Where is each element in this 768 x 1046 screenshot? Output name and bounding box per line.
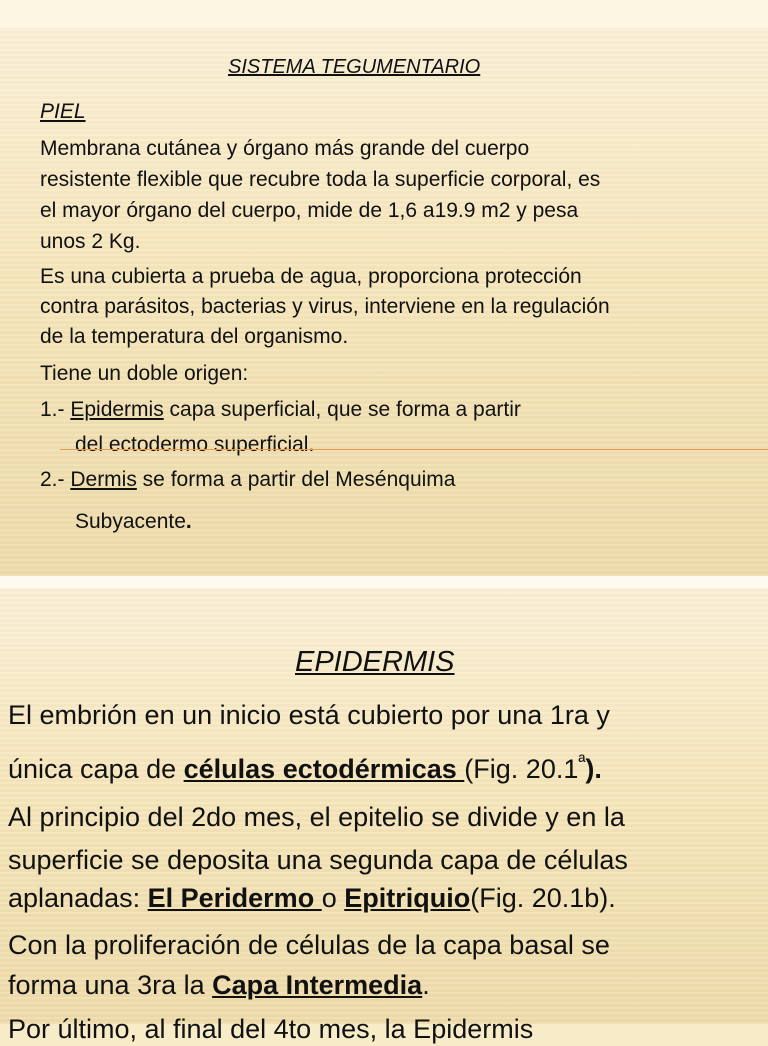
list-item-continuation	[75, 506, 192, 537]
slide-epidermis	[0, 588, 768, 1044]
text-run: aplanadas:	[8, 883, 148, 913]
paragraph-line	[8, 752, 602, 786]
paragraph-line: superficie se deposita una segunda capa de células	[8, 845, 628, 875]
paragraph-line	[8, 968, 430, 1002]
paragraph-line: Al principio del 2do mes, el epitelio se divide y en la	[8, 802, 625, 832]
text-run: única capa de	[8, 754, 184, 784]
page-top-margin	[0, 0, 768, 28]
origin-intro: Tiene un doble origen:	[40, 362, 249, 385]
paragraph-line: el mayor órgano del cuerpo, mide de 1,6 a19.9 m2 y pesa	[40, 199, 579, 222]
list-text: se forma a partir del Mesénquima	[136, 468, 456, 491]
list-item-epidermis	[40, 394, 521, 425]
paragraph-line: Con la proliferación de células de la capa basal se	[8, 930, 610, 960]
list-item-dermis	[40, 464, 455, 495]
section-heading-piel: PIEL	[40, 100, 86, 123]
text-run: (Fig. 20.1b).	[470, 883, 616, 913]
slide-title: EPIDERMIS	[295, 646, 455, 678]
list-text: Subyacente	[75, 510, 186, 533]
slide-sistema-tegumentario	[0, 28, 768, 576]
paragraph-line: unos 2 Kg.	[40, 230, 141, 253]
paragraph-line: de la temperatura del organismo.	[40, 325, 349, 348]
paragraph-line	[8, 881, 616, 915]
term-celulas-ectodermicas: células ectodérmicas	[183, 754, 465, 784]
list-text: capa superficial, que se forma a partir	[163, 398, 521, 421]
term-dermis: Dermis	[70, 468, 137, 491]
term-capa-intermedia: Capa Intermedia	[212, 970, 423, 1000]
slide-separator	[0, 576, 768, 588]
text-run: o	[321, 883, 345, 913]
paragraph-line: resistente flexible que recubre toda la superficie corporal, es	[40, 168, 601, 191]
text-run: forma una 3ra la	[8, 970, 213, 1000]
paragraph-line-partial: Por último, al final del 4to mes, la Epidermis	[8, 1014, 534, 1044]
term-epidermis: Epidermis	[70, 398, 164, 421]
text-run: ).	[585, 754, 602, 784]
list-item-continuation: del ectodermo superficial.	[75, 433, 315, 456]
list-number: 1.-	[40, 398, 71, 421]
paragraph-line: Membrana cutánea y órgano más grande del cuerpo	[40, 137, 530, 160]
term-epitriquio: Epitriquio	[344, 883, 471, 913]
term-peridermo: El Peridermo	[147, 883, 322, 913]
superscript: ª	[578, 752, 586, 773]
text-run: .	[422, 970, 430, 1000]
slide-title: SISTEMA TEGUMENTARIO	[228, 56, 481, 78]
decorative-rule	[60, 449, 768, 450]
paragraph-line: Es una cubierta a prueba de agua, proporciona protección	[40, 265, 582, 288]
list-text-end: .	[185, 510, 192, 533]
list-number: 2.-	[40, 468, 71, 491]
text-run: (Fig. 20.1	[464, 754, 579, 784]
paragraph-line: contra parásitos, bacterias y virus, interviene en la regulación	[40, 295, 610, 318]
paragraph-line: El embrión en un inicio está cubierto por una 1ra y	[8, 700, 610, 730]
